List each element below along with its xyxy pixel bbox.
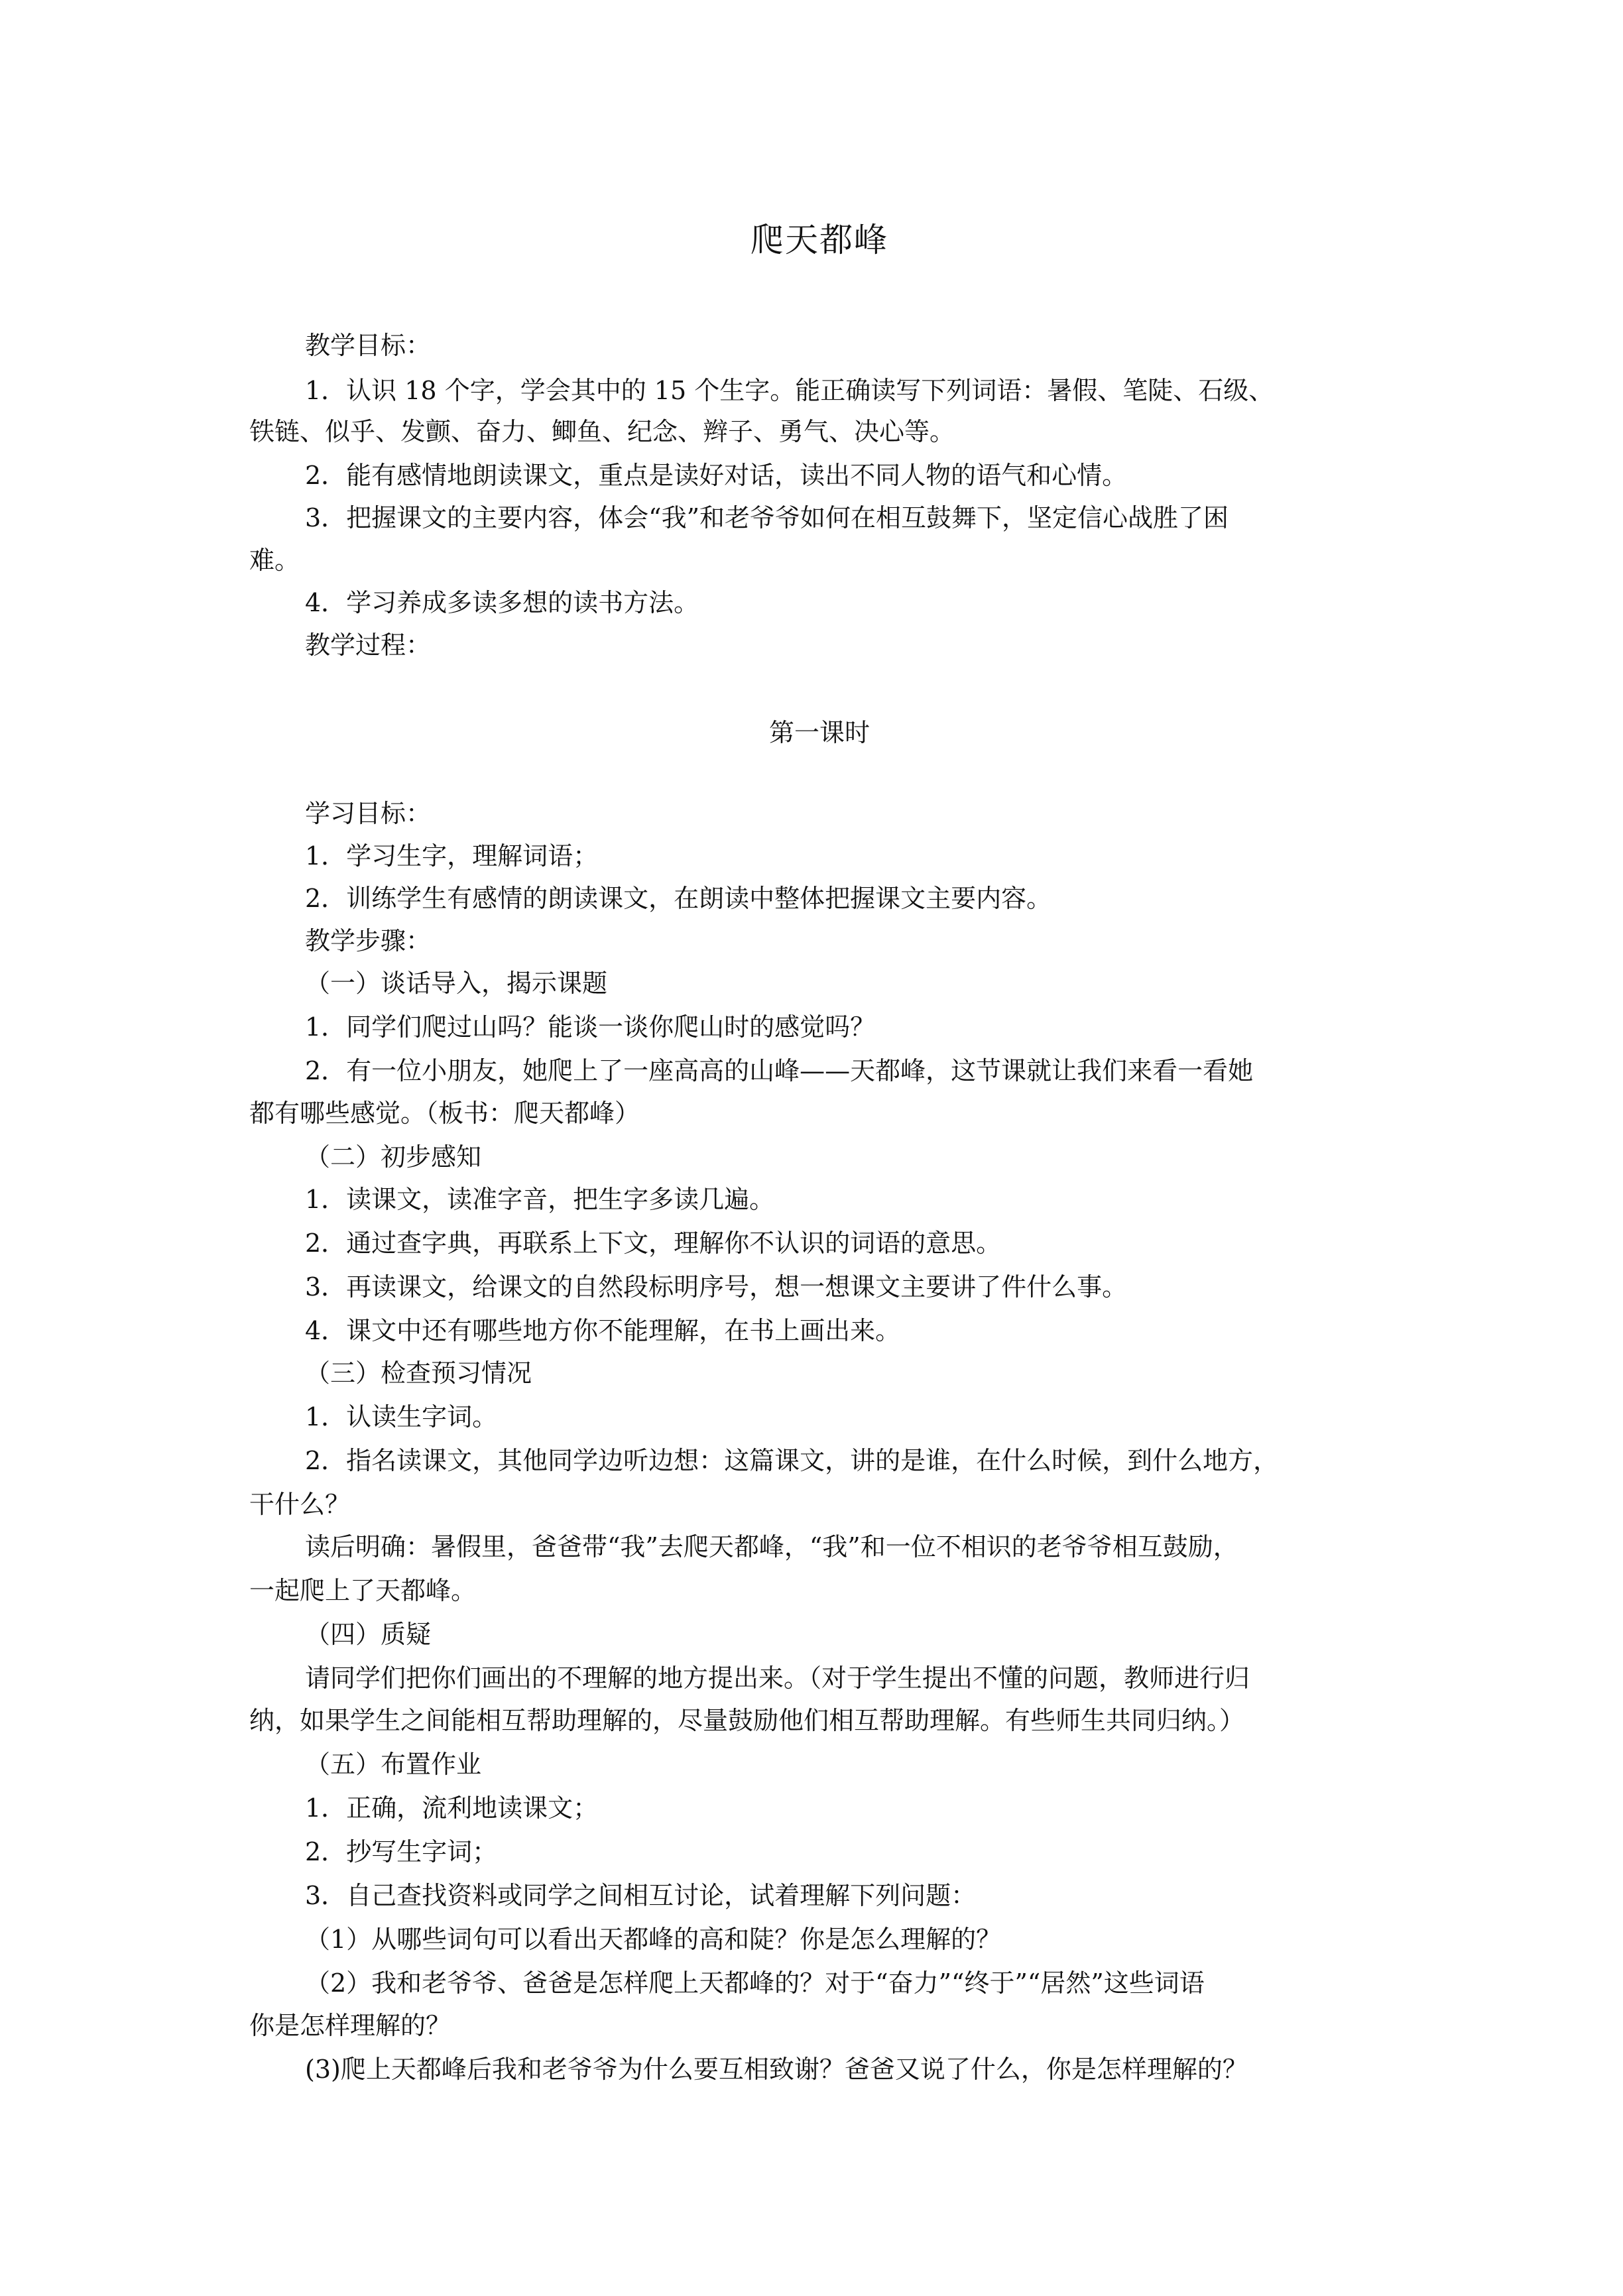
section-5-heading: （五）布置作业 — [305, 1750, 482, 1779]
objective-3-line-1: 3．把握课文的主要内容，体会“我”和老爷爷如何在相互鼓舞下，坚定信心战胜了困 — [305, 503, 1229, 532]
section-3-item-2-line-1: 2．指名读课文，其他同学边听边想：这篇课文，讲的是谁，在什么时候，到什么地方， — [305, 1446, 1279, 1475]
section-3-item-1: 1．认读生字词。 — [305, 1402, 498, 1431]
question-3: (3)爬上天都峰后我和老爷爷为什么要互相致谢？爸爸又说了什么，你是怎样理解的？ — [305, 2055, 1248, 2084]
objective-4: 4．学习养成多读多想的读书方法。 — [305, 588, 699, 617]
question-1: （1）从哪些词句可以看出天都峰的高和陡？你是怎么理解的？ — [305, 1925, 1002, 1954]
section-1-heading: （一）谈话导入，揭示课题 — [305, 969, 608, 998]
objectives-heading: 教学目标： — [305, 331, 432, 360]
section-4-heading: （四）质疑 — [305, 1620, 432, 1649]
question-2-line-2: 你是怎样理解的？ — [249, 2011, 451, 2040]
section-2-item-3: 3．再读课文，给课文的自然段标明序号，想一想课文主要讲了件什么事。 — [305, 1272, 1128, 1301]
page-title: 爬天都峰 — [751, 221, 888, 259]
section-5-item-3: 3．自己查找资料或同学之间相互讨论，试着理解下列问题： — [305, 1881, 977, 1910]
section-3-heading: （三）检查预习情况 — [305, 1359, 532, 1388]
section-5-item-2: 2．抄写生字词； — [305, 1837, 498, 1866]
study-goal-2: 2．训练学生有感情的朗读课文，在朗读中整体把握课文主要内容。 — [305, 884, 1052, 913]
section-4-item-1-line-1: 请同学们把你们画出的不理解的地方提出来。（对于学生提出不懂的问题，教师进行归 — [305, 1663, 1250, 1693]
section-3-item-2-line-2: 干什么？ — [249, 1490, 351, 1519]
objective-2: 2．能有感情地朗读课文，重点是读好对话，读出不同人物的语气和心情。 — [305, 461, 1128, 490]
section-2-item-1: 1．读课文，读准字音，把生字多读几遍。 — [305, 1185, 775, 1214]
section-2-heading: （二）初步感知 — [305, 1142, 482, 1172]
steps-heading: 教学步骤： — [305, 926, 432, 955]
study-goals-heading: 学习目标： — [305, 799, 432, 828]
question-2-line-1: （2）我和老爷爷、爸爸是怎样爬上天都峰的？对于“奋力”“终于”“居然”这些词语 — [305, 1968, 1205, 1998]
section-1-item-2-line-1: 2．有一位小朋友，她爬上了一座高高的山峰——天都峰，这节课就让我们来看一看她 — [305, 1056, 1254, 1085]
lesson-heading: 第一课时 — [768, 718, 870, 747]
section-1-item-2-line-2: 都有哪些感觉。（板书：爬天都峰） — [249, 1099, 640, 1128]
section-5-item-1: 1．正确，流利地读课文； — [305, 1793, 599, 1823]
section-1-item-1: 1．同学们爬过山吗？能谈一谈你爬山时的感觉吗？ — [305, 1012, 876, 1042]
objective-1-line-1: 1．认识 18 个字，学会其中的 15 个生字。能正确读写下列词语：暑假、笔陡、石级、 — [305, 376, 1274, 405]
study-goal-1: 1．学习生字，理解词语； — [305, 841, 599, 871]
section-3-item-3-line-1: 读后明确：暑假里，爸爸带“我”去爬天都峰，“我”和一位不相识的老爷爷相互鼓励， — [305, 1532, 1238, 1561]
objective-1-line-2: 铁链、似乎、发颤、奋力、鲫鱼、纪念、辫子、勇气、决心等。 — [249, 417, 955, 446]
section-2-item-4: 4．课文中还有哪些地方你不能理解，在书上画出来。 — [305, 1316, 901, 1345]
process-heading: 教学过程： — [305, 631, 432, 660]
objective-3-line-2: 难。 — [249, 546, 300, 575]
section-3-item-3-line-2: 一起爬上了天都峰。 — [249, 1576, 477, 1605]
section-4-item-1-line-2: 纳，如果学生之间能相互帮助理解的，尽量鼓励他们相互帮助理解。有些师生共同归纳。） — [249, 1706, 1245, 1735]
section-2-item-2: 2．通过查字典，再联系上下文，理解你不认识的词语的意思。 — [305, 1229, 1002, 1258]
